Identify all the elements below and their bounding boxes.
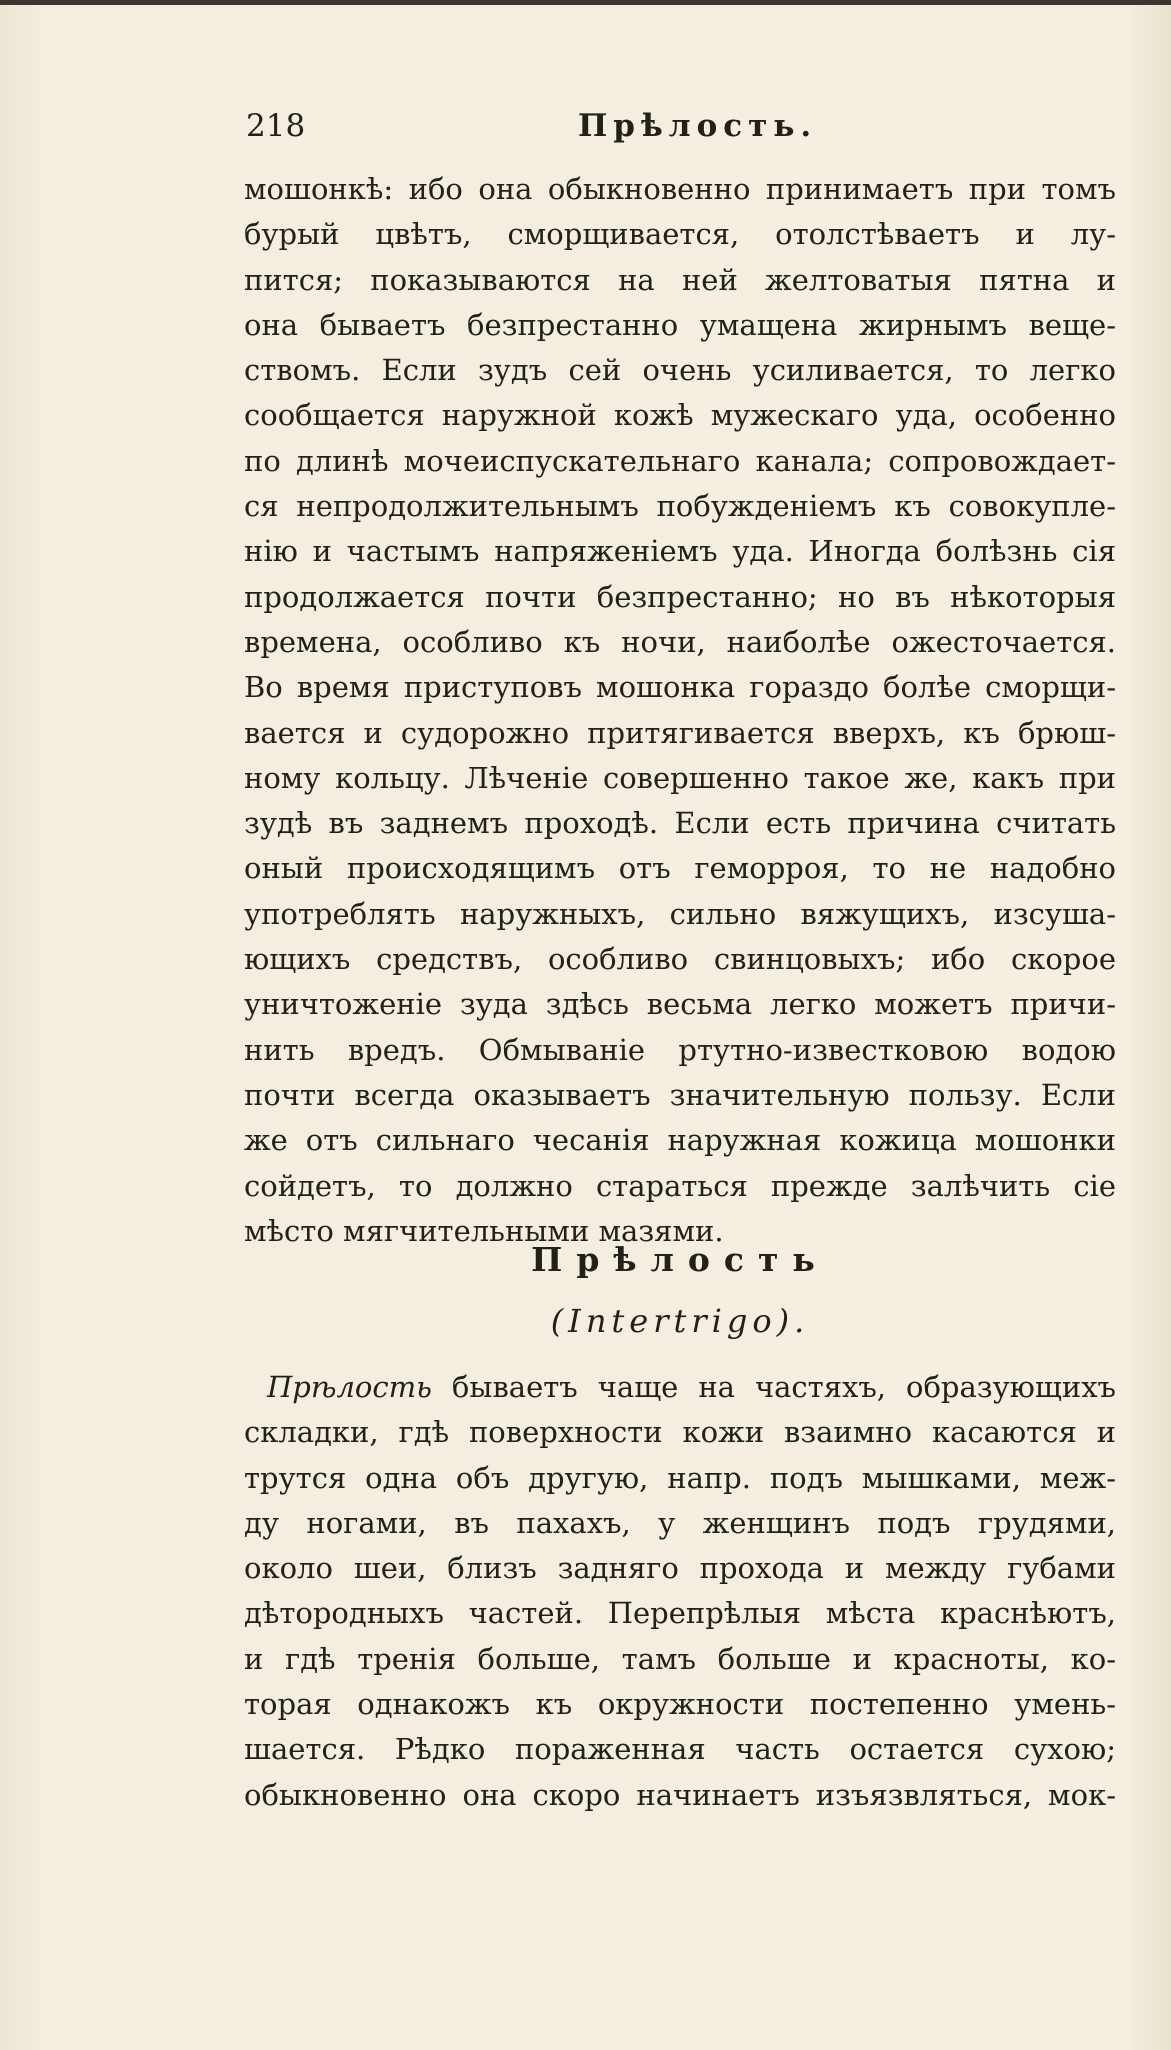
- running-title: Прѣлость.: [578, 108, 818, 144]
- page-header: [246, 108, 1116, 152]
- text-line: ному кольцу. Лѣченіе совершенно такое же, какъ при: [244, 760, 1116, 795]
- text-line: Во время приступовъ мошонка гораздо болѣе сморщи-: [244, 670, 1116, 705]
- text-line: обыкновенно она скоро начинаетъ изъязвляться, мок-: [244, 1777, 1116, 1812]
- text-line: складки, гдѣ поверхности кожи взаимно касаются и: [244, 1415, 1116, 1450]
- paragraph-1: [244, 167, 1116, 1254]
- paragraph-2: [244, 1365, 1116, 1818]
- text-line: шается. Рѣдко пораженная часть остается сухою;: [244, 1732, 1116, 1767]
- text-line: употреблять наружныхъ, сильно вяжущихъ, изсуша-: [244, 896, 1116, 931]
- text-line: сообщается наружной кожѣ мужескаго уда, особенно: [244, 398, 1116, 433]
- text-line: времена, особливо къ ночи, наиболѣе ожесточается.: [244, 624, 1116, 659]
- text-line: сойдетъ, то должно стараться прежде залѣчить сіе: [244, 1168, 1116, 1203]
- text-line: почти всегда оказываетъ значительную пользу. Если: [244, 1077, 1116, 1112]
- term-italic: Прѣлость: [267, 1370, 432, 1404]
- text-line: зудѣ въ заднемъ проходѣ. Если есть причина считать: [244, 806, 1116, 841]
- text-line: нить вредъ. Обмываніе ртутно-известковою водою: [244, 1032, 1116, 1067]
- text-line: бурый цвѣтъ, сморщивается, отолстѣваетъ и лу-: [244, 217, 1116, 252]
- first-line-rest: бываетъ чаще на частяхъ, образующихъ: [451, 1370, 1116, 1404]
- page-number: 218: [246, 108, 306, 144]
- text-line: оный происходящимъ отъ геморроя, то не надобно: [244, 851, 1116, 886]
- text-line: пится; показываются на ней желтоватыя пятна и: [244, 262, 1116, 297]
- text-line: нію и частымъ напряженіемъ уда. Иногда болѣзнь сія: [244, 534, 1116, 569]
- text-line: ющихъ средствъ, особливо свинцовыхъ; ибо скорое: [244, 942, 1116, 977]
- text-line: уничтоженіе зуда здѣсь весьма легко можетъ причи-: [244, 987, 1116, 1022]
- text-line: около шеи, близъ задняго прохода и между губами: [244, 1551, 1116, 1586]
- text-line: дѣтородныхъ частей. Перепрѣлыя мѣста краснѣютъ,: [244, 1596, 1116, 1631]
- section-title: Прѣлость: [531, 1240, 829, 1279]
- text-line: продолжается почти безпрестанно; но въ нѣкоторыя: [244, 579, 1116, 614]
- text-line: мѣсто мягчительными мазями.: [244, 1213, 724, 1248]
- text-line: вается и судорожно притягивается вверхъ, къ брюш-: [244, 715, 1116, 750]
- text-line: трутся одна объ другую, напр. подъ мышками, меж-: [244, 1460, 1116, 1495]
- text-line: торая однакожъ къ окружности постепенно умень-: [244, 1687, 1116, 1722]
- text-line-first: [244, 1365, 1116, 1410]
- text-line: ствомъ. Если зудъ сей очень усиливается, то легко: [244, 353, 1116, 388]
- top-border: [0, 0, 1171, 5]
- text-line: по длинѣ мочеиспускательнаго канала; сопровождает-: [244, 443, 1116, 478]
- text-line: и гдѣ тренія больше, тамъ больше и красноты, ко-: [244, 1641, 1116, 1676]
- text-line: же отъ сильнаго чесанія наружная кожица мошонки: [244, 1123, 1116, 1158]
- text-line: ду ногами, въ пахахъ, у женщинъ подъ грудями,: [244, 1505, 1116, 1540]
- text-line: она бываетъ безпрестанно умащена жирнымъ веще-: [244, 307, 1116, 342]
- text-line: мошонкѣ: ибо она обыкновенно принимаетъ при томъ: [244, 172, 1116, 206]
- text-line: ся непродолжительнымъ побужденіемъ къ совокупле-: [244, 489, 1116, 524]
- section-subtitle: (Intertrigo).: [550, 1302, 810, 1340]
